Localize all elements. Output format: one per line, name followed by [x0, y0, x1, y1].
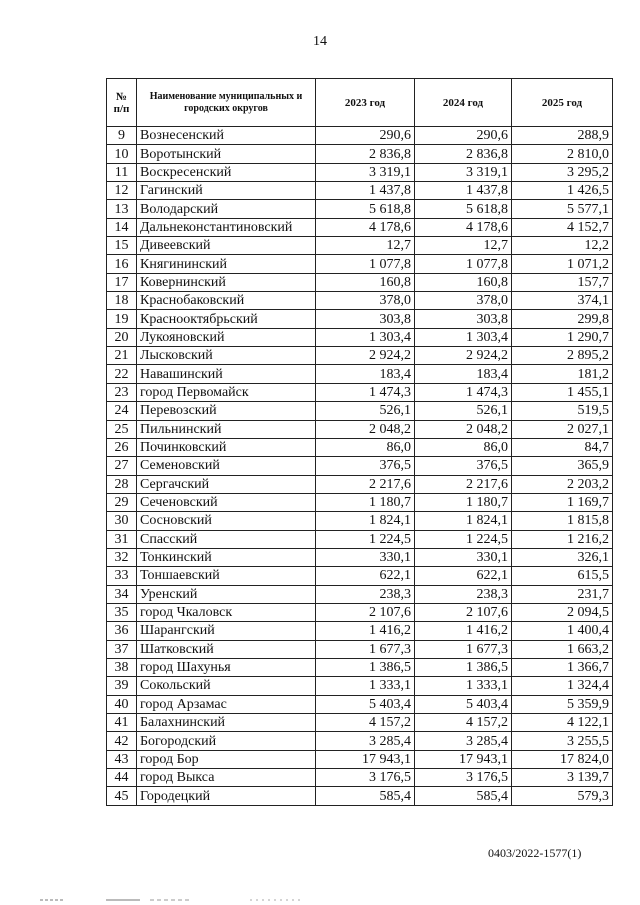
table-row [107, 530, 613, 548]
district-name: Дивеевский [137, 237, 316, 255]
row-number: 9 [107, 127, 137, 145]
table-row [107, 677, 613, 695]
district-name: город Шахунья [137, 658, 316, 676]
row-number: 20 [107, 328, 137, 346]
value-2023: 160,8 [316, 273, 415, 291]
value-2025: 84,7 [512, 438, 613, 456]
value-2024: 622,1 [415, 567, 512, 585]
district-name: город Первомайск [137, 383, 316, 401]
district-name: Лукояновский [137, 328, 316, 346]
value-2025: 4 122,1 [512, 714, 613, 732]
value-2024: 3 285,4 [415, 732, 512, 750]
district-name: Навашинский [137, 365, 316, 383]
row-number: 29 [107, 493, 137, 511]
value-2023: 303,8 [316, 310, 415, 328]
table-row [107, 383, 613, 401]
value-2024: 1 677,3 [415, 640, 512, 658]
value-2025: 3 255,5 [512, 732, 613, 750]
table-row [107, 787, 613, 805]
value-2023: 2 217,6 [316, 475, 415, 493]
row-number: 30 [107, 512, 137, 530]
value-2025: 157,7 [512, 273, 613, 291]
value-2024: 4 157,2 [415, 714, 512, 732]
row-number: 27 [107, 457, 137, 475]
district-name: город Выкса [137, 769, 316, 787]
document-code: 0403/2022-1577(1) [488, 846, 582, 860]
table-row [107, 438, 613, 456]
value-2025: 5 359,9 [512, 695, 613, 713]
district-name: Тоншаевский [137, 567, 316, 585]
value-2025: 1 663,2 [512, 640, 613, 658]
row-number: 25 [107, 420, 137, 438]
district-name: Починковский [137, 438, 316, 456]
table-row [107, 493, 613, 511]
district-name: Лысковский [137, 347, 316, 365]
value-2023: 183,4 [316, 365, 415, 383]
table-row [107, 328, 613, 346]
row-number: 26 [107, 438, 137, 456]
value-2025: 579,3 [512, 787, 613, 805]
value-2024: 5 403,4 [415, 695, 512, 713]
district-name: Краснобаковский [137, 292, 316, 310]
value-2025: 1 216,2 [512, 530, 613, 548]
value-2025: 17 824,0 [512, 750, 613, 768]
value-2025: 4 152,7 [512, 218, 613, 236]
value-2023: 378,0 [316, 292, 415, 310]
value-2025: 1 455,1 [512, 383, 613, 401]
value-2025: 1 324,4 [512, 677, 613, 695]
value-2023: 86,0 [316, 438, 415, 456]
district-name: Балахнинский [137, 714, 316, 732]
row-number: 22 [107, 365, 137, 383]
value-2025: 1 169,7 [512, 493, 613, 511]
value-2024: 1 224,5 [415, 530, 512, 548]
row-number: 37 [107, 640, 137, 658]
district-name: Володарский [137, 200, 316, 218]
value-2025: 2 203,2 [512, 475, 613, 493]
table-row [107, 750, 613, 768]
value-2025: 3 295,2 [512, 163, 613, 181]
row-number: 28 [107, 475, 137, 493]
scan-edge-marks [0, 898, 640, 902]
district-name: Тонкинский [137, 548, 316, 566]
value-2024: 12,7 [415, 237, 512, 255]
district-name: Перевозский [137, 402, 316, 420]
value-2024: 585,4 [415, 787, 512, 805]
header-num: № п/п [107, 79, 137, 127]
value-2025: 299,8 [512, 310, 613, 328]
value-2024: 2 836,8 [415, 145, 512, 163]
value-2024: 183,4 [415, 365, 512, 383]
value-2024: 4 178,6 [415, 218, 512, 236]
table-row [107, 695, 613, 713]
value-2024: 1 180,7 [415, 493, 512, 511]
value-2025: 365,9 [512, 457, 613, 475]
value-2025: 1 426,5 [512, 182, 613, 200]
row-number: 40 [107, 695, 137, 713]
table-row [107, 365, 613, 383]
table-row [107, 475, 613, 493]
district-name: Воротынский [137, 145, 316, 163]
row-number: 34 [107, 585, 137, 603]
value-2025: 326,1 [512, 548, 613, 566]
district-name: Спасский [137, 530, 316, 548]
district-name: Семеновский [137, 457, 316, 475]
value-2023: 2 836,8 [316, 145, 415, 163]
district-name: Дальнеконстантиновский [137, 218, 316, 236]
value-2023: 3 285,4 [316, 732, 415, 750]
row-number: 38 [107, 658, 137, 676]
row-number: 36 [107, 622, 137, 640]
district-name: Сергачский [137, 475, 316, 493]
value-2023: 330,1 [316, 548, 415, 566]
value-2023: 3 176,5 [316, 769, 415, 787]
table-row [107, 457, 613, 475]
table-row [107, 182, 613, 200]
value-2024: 3 319,1 [415, 163, 512, 181]
table-row [107, 769, 613, 787]
value-2024: 160,8 [415, 273, 512, 291]
row-number: 23 [107, 383, 137, 401]
value-2025: 231,7 [512, 585, 613, 603]
value-2024: 1 437,8 [415, 182, 512, 200]
district-name: Ковернинский [137, 273, 316, 291]
row-number: 16 [107, 255, 137, 273]
row-number: 18 [107, 292, 137, 310]
district-name: Краснооктябрьский [137, 310, 316, 328]
district-name: Княгининский [137, 255, 316, 273]
table-row [107, 127, 613, 145]
value-2023: 526,1 [316, 402, 415, 420]
district-name: Вознесенский [137, 127, 316, 145]
row-number: 35 [107, 603, 137, 621]
value-2025: 5 577,1 [512, 200, 613, 218]
value-2024: 1 333,1 [415, 677, 512, 695]
district-name: Шарангский [137, 622, 316, 640]
table-row [107, 200, 613, 218]
table-row [107, 255, 613, 273]
value-2023: 1 224,5 [316, 530, 415, 548]
value-2024: 376,5 [415, 457, 512, 475]
value-2024: 526,1 [415, 402, 512, 420]
header-2025: 2025 год [512, 79, 613, 127]
district-name: Воскресенский [137, 163, 316, 181]
value-2025: 2 094,5 [512, 603, 613, 621]
value-2025: 1 366,7 [512, 658, 613, 676]
header-2023: 2023 год [316, 79, 415, 127]
table-row [107, 640, 613, 658]
table-row [107, 163, 613, 181]
row-number: 39 [107, 677, 137, 695]
value-2024: 86,0 [415, 438, 512, 456]
value-2025: 181,2 [512, 365, 613, 383]
value-2023: 1 416,2 [316, 622, 415, 640]
value-2025: 2 895,2 [512, 347, 613, 365]
value-2024: 1 077,8 [415, 255, 512, 273]
row-number: 12 [107, 182, 137, 200]
header-name: Наименование муниципальных и городских округов [137, 79, 316, 127]
district-name: город Арзамас [137, 695, 316, 713]
value-2025: 1 815,8 [512, 512, 613, 530]
value-2024: 303,8 [415, 310, 512, 328]
row-number: 31 [107, 530, 137, 548]
row-number: 41 [107, 714, 137, 732]
value-2025: 1 290,7 [512, 328, 613, 346]
table-row [107, 714, 613, 732]
value-2023: 1 474,3 [316, 383, 415, 401]
value-2023: 1 333,1 [316, 677, 415, 695]
value-2023: 622,1 [316, 567, 415, 585]
value-2024: 5 618,8 [415, 200, 512, 218]
district-name: Сеченовский [137, 493, 316, 511]
value-2024: 1 824,1 [415, 512, 512, 530]
row-number: 24 [107, 402, 137, 420]
value-2023: 5 618,8 [316, 200, 415, 218]
row-number: 45 [107, 787, 137, 805]
value-2024: 1 303,4 [415, 328, 512, 346]
value-2025: 1 400,4 [512, 622, 613, 640]
value-2024: 378,0 [415, 292, 512, 310]
district-name: Шатковский [137, 640, 316, 658]
value-2023: 585,4 [316, 787, 415, 805]
value-2024: 1 386,5 [415, 658, 512, 676]
value-2025: 2 027,1 [512, 420, 613, 438]
table-row [107, 622, 613, 640]
table-row [107, 237, 613, 255]
value-2025: 1 071,2 [512, 255, 613, 273]
value-2025: 519,5 [512, 402, 613, 420]
district-name: Богородский [137, 732, 316, 750]
row-number: 13 [107, 200, 137, 218]
header-2024: 2024 год [415, 79, 512, 127]
row-number: 42 [107, 732, 137, 750]
table-row [107, 310, 613, 328]
row-number: 15 [107, 237, 137, 255]
value-2025: 288,9 [512, 127, 613, 145]
table-header [107, 79, 613, 127]
value-2023: 5 403,4 [316, 695, 415, 713]
data-table [106, 78, 613, 806]
district-name: город Бор [137, 750, 316, 768]
table-row [107, 732, 613, 750]
table-row [107, 273, 613, 291]
row-number: 14 [107, 218, 137, 236]
value-2024: 2 107,6 [415, 603, 512, 621]
value-2024: 3 176,5 [415, 769, 512, 787]
value-2024: 290,6 [415, 127, 512, 145]
district-name: Уренский [137, 585, 316, 603]
value-2023: 1 824,1 [316, 512, 415, 530]
value-2023: 1 677,3 [316, 640, 415, 658]
row-number: 17 [107, 273, 137, 291]
value-2023: 12,7 [316, 237, 415, 255]
value-2023: 4 157,2 [316, 714, 415, 732]
table-row [107, 585, 613, 603]
value-2023: 238,3 [316, 585, 415, 603]
row-number: 11 [107, 163, 137, 181]
page-number: 14 [313, 34, 327, 49]
row-number: 33 [107, 567, 137, 585]
table-row [107, 548, 613, 566]
value-2024: 238,3 [415, 585, 512, 603]
value-2024: 2 048,2 [415, 420, 512, 438]
table-row [107, 420, 613, 438]
value-2023: 1 077,8 [316, 255, 415, 273]
district-name: Городецкий [137, 787, 316, 805]
row-number: 43 [107, 750, 137, 768]
value-2025: 374,1 [512, 292, 613, 310]
district-name: Пильнинский [137, 420, 316, 438]
value-2023: 1 386,5 [316, 658, 415, 676]
district-name: Гагинский [137, 182, 316, 200]
value-2024: 2 217,6 [415, 475, 512, 493]
value-2025: 615,5 [512, 567, 613, 585]
value-2023: 376,5 [316, 457, 415, 475]
value-2024: 330,1 [415, 548, 512, 566]
value-2023: 17 943,1 [316, 750, 415, 768]
value-2023: 1 303,4 [316, 328, 415, 346]
value-2024: 17 943,1 [415, 750, 512, 768]
table-row [107, 292, 613, 310]
value-2024: 1 474,3 [415, 383, 512, 401]
table-row [107, 347, 613, 365]
value-2023: 2 107,6 [316, 603, 415, 621]
row-number: 10 [107, 145, 137, 163]
row-number: 19 [107, 310, 137, 328]
district-name: город Чкаловск [137, 603, 316, 621]
district-name: Сосновский [137, 512, 316, 530]
value-2023: 1 437,8 [316, 182, 415, 200]
value-2023: 1 180,7 [316, 493, 415, 511]
value-2023: 290,6 [316, 127, 415, 145]
value-2025: 12,2 [512, 237, 613, 255]
table-row [107, 218, 613, 236]
district-name: Сокольский [137, 677, 316, 695]
value-2023: 2 048,2 [316, 420, 415, 438]
table-row [107, 603, 613, 621]
table-row [107, 567, 613, 585]
row-number: 32 [107, 548, 137, 566]
table-row [107, 402, 613, 420]
table-row [107, 658, 613, 676]
row-number: 21 [107, 347, 137, 365]
table-row [107, 512, 613, 530]
value-2023: 4 178,6 [316, 218, 415, 236]
value-2024: 1 416,2 [415, 622, 512, 640]
value-2023: 3 319,1 [316, 163, 415, 181]
row-number: 44 [107, 769, 137, 787]
table-body [107, 127, 613, 806]
table-row [107, 145, 613, 163]
value-2024: 2 924,2 [415, 347, 512, 365]
value-2025: 2 810,0 [512, 145, 613, 163]
value-2023: 2 924,2 [316, 347, 415, 365]
value-2025: 3 139,7 [512, 769, 613, 787]
